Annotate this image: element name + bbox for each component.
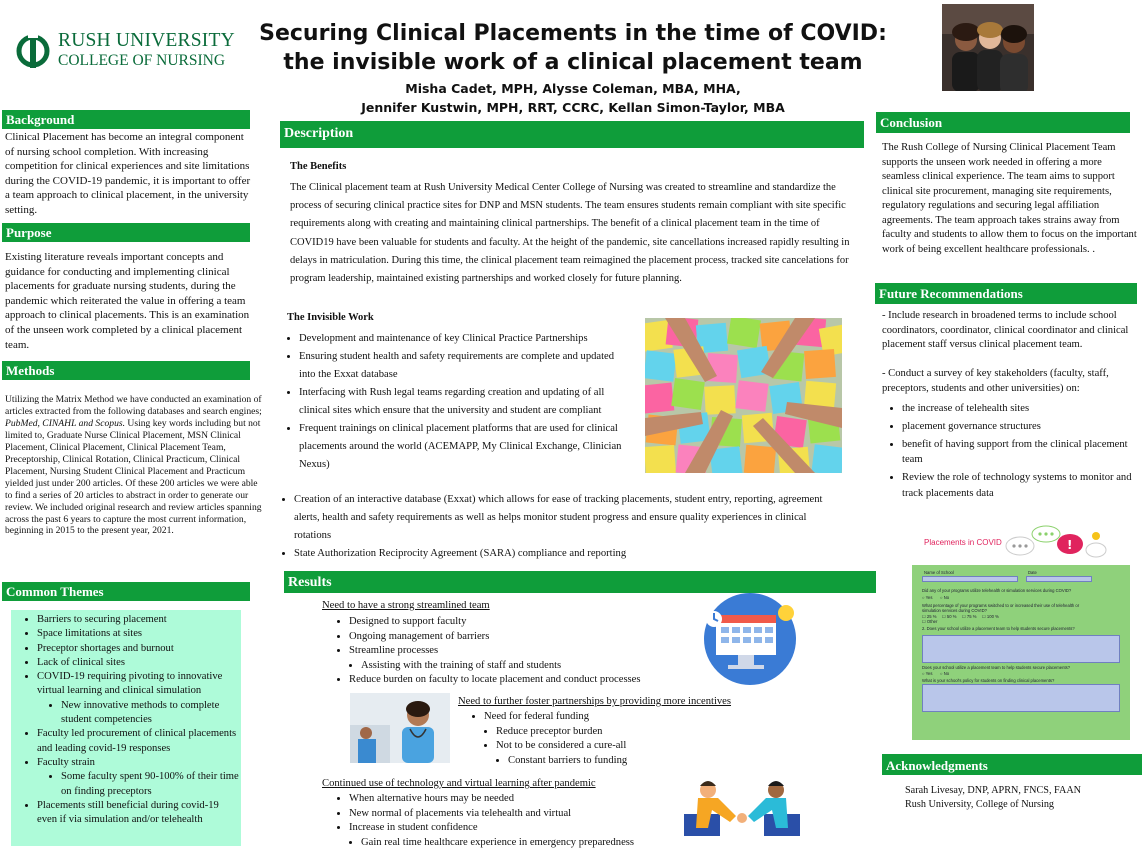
- invisible-item: • Ensuring student health and safety requirements are complete and updated into the Exxat database: [299, 348, 631, 384]
- rush-logo-icon: [16, 32, 50, 70]
- methods-text: [5, 394, 267, 537]
- results-item: • When alternative hours may be needed: [349, 792, 713, 807]
- purpose-text: Existing literature reveals important concepts and guidance for conducting and implementing clinical placements for graduate nursing students, during the pandemic which reiterated the value in offering a team approach to clinical placements. This is an examination of the unseen work completed by a clinical placement team.: [5, 251, 250, 351]
- ack-line1: Sarah Livesay, DNP, APRN, FNCS, FAAN: [905, 785, 1082, 796]
- themes-heading: Common Themes: [2, 582, 250, 601]
- calendar-illustration: [698, 593, 802, 685]
- results-item: • Reduce burden on faculty to locate placement and conduct processes: [349, 673, 713, 688]
- team-photo: [942, 4, 1034, 91]
- poster-title-line2: the invisible work of a clinical placement team: [283, 50, 863, 75]
- results-item: • Streamline processes: [349, 644, 713, 659]
- future-item: • Review the role of technology systems to monitor and track placements data: [902, 470, 1144, 502]
- logo-line2: COLLEGE OF NURSING: [58, 52, 226, 69]
- results-item: • Designed to support faculty: [349, 615, 713, 630]
- invisible-heading: The Invisible Work: [287, 312, 374, 323]
- survey-q4-no[interactable]: ○ No: [940, 671, 950, 676]
- themes-list: [11, 613, 241, 827]
- survey-q1: Did any of your programs utilize telehealth or simulation services during COVID?: [922, 588, 1072, 593]
- survey-name-label: Name of School: [924, 570, 954, 575]
- results-subitem: • Reduce preceptor burden: [496, 725, 770, 740]
- ack-heading: Acknowledgments: [882, 754, 1142, 775]
- results-subitem: • Assisting with the training of staff and students: [361, 659, 713, 674]
- invisible-list-b: [282, 491, 842, 563]
- future-heading: Future Recommendations: [875, 283, 1137, 304]
- survey-q3: 2. Does your school utilize a placement team to help students secure placements?: [922, 626, 1075, 631]
- background-text: Clinical Placement has become an integral component of nursing school completion. With increasing competition for clinical experiences and site limitations during the COVID-19 pandemic, it is important to offer a team approach to clinical placement, in the university setting.: [5, 131, 251, 216]
- results-s1-list: [333, 615, 713, 688]
- results-item: • Ongoing management of barriers: [349, 630, 713, 645]
- future-item: • the increase of telehealth sites: [902, 401, 1144, 417]
- sticky-notes-image: [645, 318, 842, 473]
- themes-box: [11, 610, 241, 846]
- benefits-heading: The Benefits: [290, 161, 347, 172]
- results-heading: Results: [284, 571, 876, 593]
- methods-heading: Methods: [2, 361, 250, 380]
- results-item: • Need for federal funding: [484, 710, 770, 725]
- survey-q2: What percentage of your programs switched to or increased their use of telehealth or simulation services during COVID?: [922, 603, 1080, 613]
- results-item: • Increase in student confidence: [349, 821, 713, 836]
- survey-yes-label: Yes: [925, 671, 933, 676]
- purpose-heading: Purpose: [2, 223, 250, 242]
- chat-bubbles-icon: [1004, 524, 1112, 560]
- theme-item: • Space limitations at sites: [37, 627, 241, 641]
- survey-form: [912, 565, 1130, 740]
- methods-text-italic: PubMed, CINAHL and Scopus.: [5, 417, 126, 429]
- results-s3-list: [333, 792, 713, 850]
- results-s2-heading: Need to further foster partnerships by providing more incentives: [458, 696, 732, 707]
- theme-item: • Barriers to securing placement: [37, 613, 241, 627]
- background-heading: Background: [2, 110, 250, 129]
- survey-q1-yes[interactable]: ○ Yes: [922, 595, 933, 600]
- theme-item: • COVID-19 requiring pivoting to innovative virtual learning and clinical simulation: [37, 670, 241, 699]
- theme-item: • Placements still beneficial during covid-19 even if via simulation and/or telehealth: [37, 799, 241, 828]
- nurse-photo: [350, 693, 450, 763]
- survey-q5: What is your school's policy for students on finding clinical placements?: [922, 678, 1055, 683]
- invisible-item: • Interfacing with Rush legal teams regarding creation and updating of all clinical sites which ensure that the university and student are compliant: [299, 384, 631, 420]
- poster-title-line1: Securing Clinical Placements in the time of COVID:: [259, 21, 887, 46]
- conclusion-heading: Conclusion: [876, 112, 1130, 133]
- methods-text-b: Using key words including but not limited to, Graduate Nurse Clinical Placement, MSN Clinical Placement, Clinical Placement, Clinical Placement Team, Preceptorship, Clinical Rotation, Clinical Practicum, Clinical Placement, Nursing Student Clinical Placement and Practicum yielded just under 200 articles. Of these 200 articles we were able to find a series of 20 articles to abstract in order to generate our review. We included original research and review articles spanning across the past 6 years to capture the most current information, beginning in 2015 to the present year, 2021.: [5, 417, 262, 537]
- survey-pct-1[interactable]: ☐ 25 %: [922, 614, 937, 619]
- conclusion-text: The Rush College of Nursing Clinical Placement Team supports the unseen work needed in offering a more seamless clinical experience. The team aims to support clinical site procurement, managing site requirements, regulatory regulations and securing legal affiliation agreements. The team approach takes strains away from faculty and students to allow them to focus on the important work of being excellent healthcare professionals. .: [882, 142, 1137, 255]
- results-s3-heading: Continued use of technology and virtual learning after pandemic: [322, 778, 596, 789]
- survey-pct-4[interactable]: ☐ 100 %: [982, 614, 999, 619]
- methods-text-a: Utilizing the Matrix Method we have conducted an examination of articles extracted from the following databases and search engines;: [5, 394, 262, 417]
- survey-date-label: Date: [1028, 570, 1037, 575]
- logo: [16, 30, 236, 72]
- theme-item: • Preceptor shortages and burnout: [37, 642, 241, 656]
- survey-q5-field[interactable]: [922, 684, 1120, 712]
- survey-q1-no[interactable]: ○ No: [940, 595, 950, 600]
- results-s2-list: [470, 710, 770, 768]
- results-item: • New normal of placements via telehealth and virtual: [349, 807, 713, 822]
- survey-yes-label: Yes: [925, 595, 933, 600]
- invisible-item: • Creation of an interactive database (Exxat) which allows for ease of tracking placements, student entry, reporting, agreement alerts, health and safety requirements as well as helps monitor student progress and ensure quality experiences in clinical rotations: [294, 491, 842, 545]
- results-subitem: • Not to be considered a cure-all: [496, 739, 770, 754]
- survey-pct-2[interactable]: ☐ 50 %: [942, 614, 957, 619]
- future-line2: - Conduct a survey of key stakeholders (faculty, staff, preceptors, students and other universities) on:: [882, 368, 1109, 394]
- benefits-text: The Clinical placement team at Rush University Medical Center College of Nursing was created to streamline and standardize the process of securing clinical practice sites for DNP and MSN students. The team ensures students remain compliant with site specific requirements along with creating and maintaining clinical partnerships. The benefit of a clinical placement team in the time of COVID19 have been valuable for students and faculty. At the height of the pandemic, site cancellations increased rapidly resulting in delays in matriculation. During this time, the clinical placement team reimagined the placement process, tracked site cancelations for program leadership, maintained existing partnerships and worked closely for future planning.: [290, 182, 850, 285]
- theme-item: • Faculty strain: [37, 756, 241, 770]
- survey-title: Placements in COVID: [924, 538, 1002, 547]
- invisible-item: • Development and maintenance of key Clinical Practice Partnerships: [299, 330, 631, 348]
- survey-name-field[interactable]: [922, 576, 1018, 582]
- survey-pct-label: 75 %: [966, 614, 977, 619]
- authors-line2: Jennifer Kustwin, MPH, RRT, CCRC, Kellan Simon-Taylor, MBA: [361, 100, 785, 115]
- survey-pct-label: 25 %: [926, 614, 937, 619]
- theme-subitem: • Some faculty spent 90-100% of their time on finding preceptors: [61, 770, 241, 799]
- results-subitem: • Constant barriers to funding: [508, 754, 770, 769]
- survey-date-field[interactable]: [1026, 576, 1092, 582]
- ack-line2: Rush University, College of Nursing: [905, 799, 1055, 810]
- survey-q4: Does your school utilize a placement team to help students secure placements?: [922, 665, 1071, 670]
- invisible-item: • State Authorization Reciprocity Agreement (SARA) compliance and reporting: [294, 545, 842, 563]
- survey-other[interactable]: ☐ Other: [922, 619, 938, 624]
- survey-pct-label: 100 %: [986, 614, 999, 619]
- description-heading: Description: [280, 121, 864, 148]
- future-item: • benefit of having support from the clinical placement team: [902, 437, 1144, 469]
- handshake-illustration: [678, 774, 806, 844]
- survey-q3-field[interactable]: [922, 635, 1120, 663]
- results-subitem: • Gain real time healthcare experience in emergency preparedness: [361, 836, 713, 851]
- survey-no-label: No: [943, 595, 950, 600]
- survey-no-label: No: [943, 671, 950, 676]
- logo-line1: RUSH UNIVERSITY: [58, 30, 235, 51]
- invisible-list-a: [285, 330, 631, 474]
- survey-pct-label: 50 %: [946, 614, 957, 619]
- svg-text:!: !: [1067, 538, 1073, 552]
- results-s1-heading: Need to have a strong streamlined team: [322, 600, 490, 611]
- survey-q4-yes[interactable]: ○ Yes: [922, 671, 933, 676]
- future-line1: - Include research in broadened terms to include school coordinators, coordinator, clinical coordinator and clinical placement staff versus clinical placement team.: [882, 310, 1129, 351]
- theme-subitem: • New innovative methods to complete student competencies: [61, 699, 241, 728]
- theme-item: • Faculty led procurement of clinical placements and leading covid-19 responses: [37, 727, 241, 756]
- future-list: [888, 401, 1144, 502]
- invisible-item: • Frequent trainings on clinical placement platforms that are used for clinical placements around the world (ACEMAPP, My Clinical Exchange, Clinician Nexus): [299, 420, 631, 474]
- authors-line1: Misha Cadet, MPH, Alysse Coleman, MBA, MHA,: [405, 81, 741, 96]
- future-item: • placement governance structures: [902, 419, 1144, 435]
- survey-other-label: Other: [926, 619, 938, 624]
- survey-pct-3[interactable]: ☐ 75 %: [962, 614, 977, 619]
- theme-item: • Lack of clinical sites: [37, 656, 241, 670]
